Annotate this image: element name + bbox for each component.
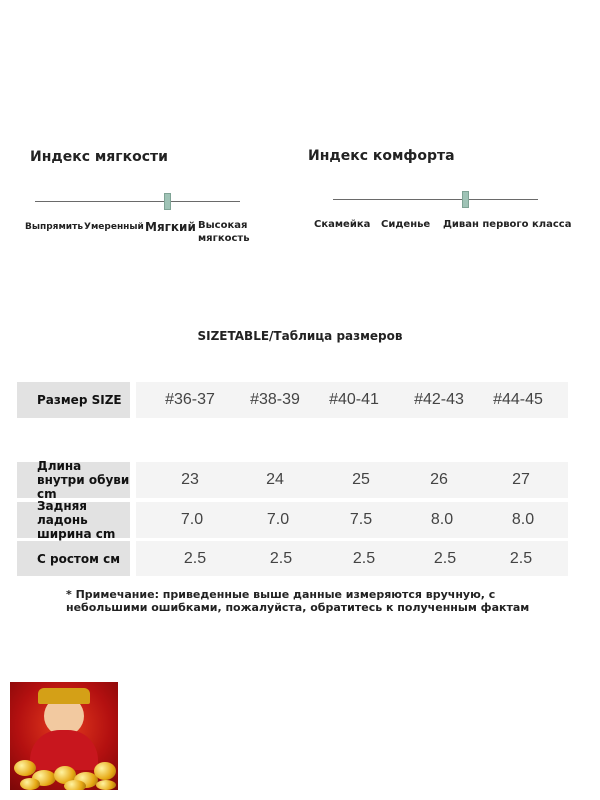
comfort-label-seat: Сиденье [381, 219, 431, 230]
comfort-thumb[interactable] [462, 191, 469, 208]
table-cell: 2.5 [433, 550, 457, 567]
softness-label-straight: Выпрямить [25, 222, 84, 232]
table-cell: 24 [266, 471, 284, 488]
table-cell: 7.5 [349, 511, 373, 528]
row-label-length: Длина внутри обуви cm [17, 462, 130, 498]
table-cell: 2.5 [352, 550, 376, 567]
size-header-cell: #42-43 [414, 391, 464, 408]
table-cell: 27 [512, 471, 530, 488]
table-cell: 7.0 [180, 511, 204, 528]
size-header-cell: #40-41 [329, 391, 379, 408]
table-cell: 25 [352, 471, 370, 488]
softness-label-moderate: Умеренный [84, 222, 144, 232]
table-cell: 23 [181, 471, 199, 488]
figure-hat [38, 688, 90, 704]
size-header-label: Размер SIZE [17, 382, 130, 418]
comfort-track [333, 199, 538, 200]
softness-label-high: Высокая мягкость [198, 220, 250, 244]
table-cell: 2.5 [269, 550, 293, 567]
softness-thumb[interactable] [164, 193, 171, 210]
figure-robe [30, 730, 98, 770]
table-cell: 7.0 [266, 511, 290, 528]
table-cell: 2.5 [509, 550, 533, 567]
table-cell: 2.5 [183, 550, 207, 567]
size-header-cell: #36-37 [165, 391, 215, 408]
table-cell: 8.0 [430, 511, 454, 528]
softness-track [35, 201, 240, 202]
comfort-label-sofa: Диван первого класса [443, 219, 572, 230]
size-header-cell: #44-45 [493, 391, 543, 408]
decorative-image [10, 682, 118, 790]
measurement-note: * Примечание: приведенные выше данные измеряются вручную, с небольшими ошибками, пожалуйста, обратитесь к полученным фактам [66, 588, 530, 614]
size-header-cell: #38-39 [250, 391, 300, 408]
table-cell: 8.0 [511, 511, 535, 528]
row-label-rise: С ростом см [17, 541, 130, 576]
comfort-label-bench: Скамейка [314, 219, 371, 230]
size-table-title: SIZETABLE/Таблица размеров [197, 329, 403, 343]
softness-label-soft: Мягкий [145, 220, 196, 234]
softness-title: Индекс мягкости [30, 149, 168, 165]
row-label-width: Задняя ладонь ширина cm [17, 502, 130, 538]
comfort-title: Индекс комфорта [308, 148, 455, 164]
table-cell: 26 [430, 471, 448, 488]
